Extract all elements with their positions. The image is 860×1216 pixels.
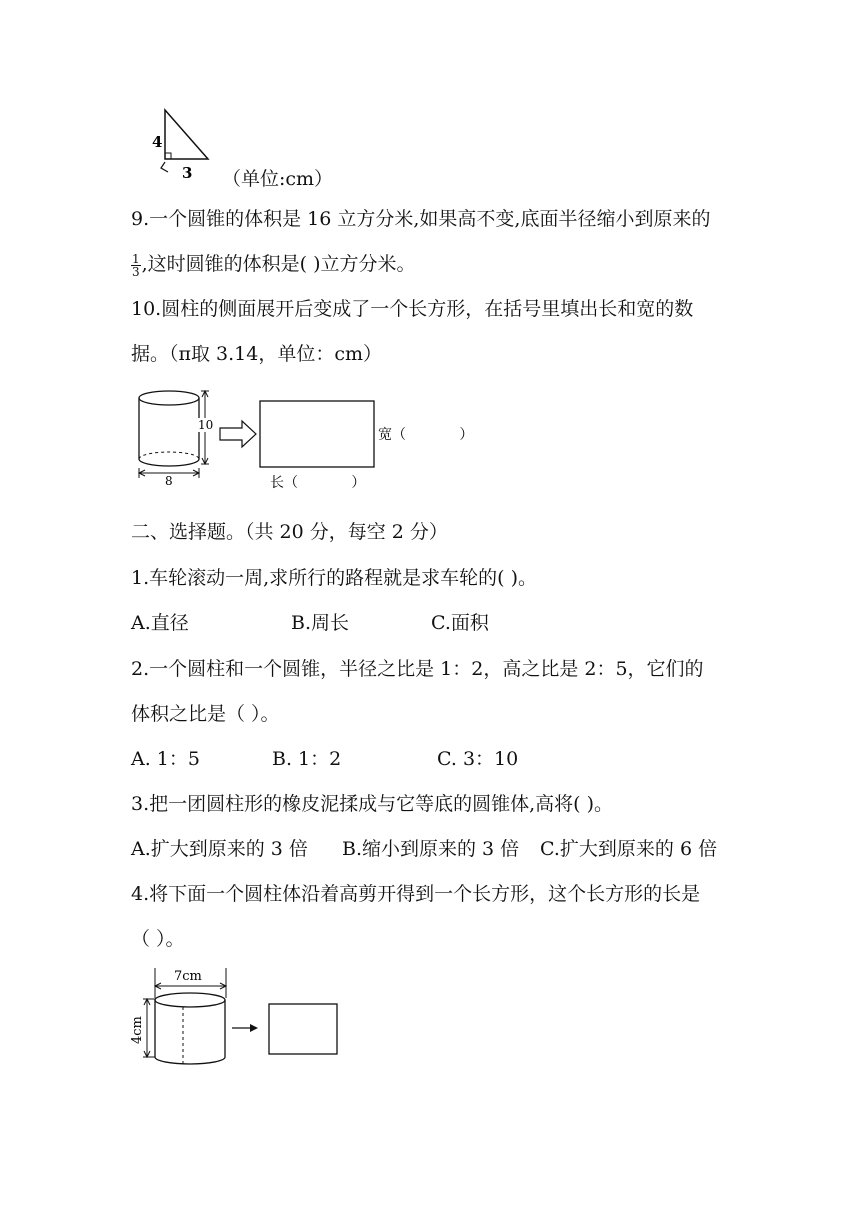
unfolded-rectangle: [260, 401, 374, 467]
fraction-one-third: $\frac{1}{3}$: [132, 251, 140, 279]
mc3-option-c[interactable]: C.扩大到原来的 6 倍: [540, 838, 718, 860]
mc1-options: [131, 611, 631, 635]
mc3-stem: 3.把一团圆柱形的橡皮泥揉成与它等底的圆锥体,高将( )。: [131, 793, 614, 815]
cylinder-unfold-figure: [132, 385, 482, 495]
q10-line2: 据。（π取 3.14，单位：cm）: [131, 343, 382, 365]
cylinder-bottom-front: [139, 459, 199, 466]
cylinder2-top: [155, 993, 225, 1007]
cylinder-height-label: 10: [198, 418, 214, 432]
mc1-option-a[interactable]: A.直径: [131, 612, 189, 634]
q10-line1: 10.圆柱的侧面展开后变成了一个长方形，在括号里填出长和宽的数: [131, 298, 694, 320]
edge-mark: [161, 162, 168, 172]
cylinder2-diameter-label: 7cm: [174, 969, 202, 984]
mc2-stem-line2: 体积之比是（ ）。: [131, 703, 280, 725]
mc2-option-a[interactable]: A. 1：5: [131, 748, 200, 770]
cylinder2-bottom: [155, 1057, 225, 1064]
triangle-shape: [165, 110, 208, 159]
hollow-arrow-icon: [220, 421, 256, 447]
mc1-stem: 1.车轮滚动一周,求所行的路程就是求车轮的( )。: [131, 567, 538, 589]
triangle-side-bottom: 3: [182, 164, 193, 182]
right-triangle-figure: [140, 100, 220, 184]
unit-note: （单位:cm）: [222, 168, 334, 190]
q9-line1: 9.一个圆锥的体积是 16 立方分米,如果高不变,底面半径缩小到原来的: [131, 208, 711, 230]
mc2-options: [131, 747, 631, 771]
right-angle-mark: [165, 153, 171, 159]
q9-line2-text: ,这时圆锥的体积是( )立方分米。: [141, 253, 416, 275]
mc1-option-c[interactable]: C.面积: [431, 612, 489, 634]
arrow-head-icon: [250, 1024, 258, 1032]
mc2-stem-line1: 2.一个圆柱和一个圆锥，半径之比是 1：2，高之比是 2：5，它们的: [131, 658, 704, 680]
triangle-side-left: 4: [152, 133, 163, 151]
mc2-option-c[interactable]: C. 3：10: [437, 748, 519, 770]
mc1-option-b[interactable]: B.周长: [291, 612, 350, 634]
cylinder-diameter-label: 8: [165, 474, 173, 488]
cylinder-to-rectangle-figure: [128, 960, 348, 1070]
length-label: 长（ ）: [270, 475, 366, 491]
mc3-options: [131, 837, 731, 861]
cylinder2-height-label: 4cm: [130, 1016, 145, 1044]
result-rectangle: [269, 1004, 337, 1054]
mc4-stem-line2: （ ）。: [131, 928, 185, 950]
cylinder-bottom-back: [139, 452, 199, 459]
section2-heading: 二、选择题。（共 20 分，每空 2 分）: [131, 521, 448, 543]
mc3-option-a[interactable]: A.扩大到原来的 3 倍: [131, 838, 308, 860]
cylinder-top: [139, 391, 199, 405]
q9-line2: [131, 252, 416, 278]
mc3-option-b[interactable]: B.缩小到原来的 3 倍: [342, 838, 520, 860]
mc4-stem-line1: 4.将下面一个圆柱体沿着高剪开得到一个长方形，这个长方形的长是: [131, 883, 701, 905]
width-label: 宽（ ）: [378, 427, 474, 443]
mc2-option-b[interactable]: B. 1：2: [272, 748, 342, 770]
